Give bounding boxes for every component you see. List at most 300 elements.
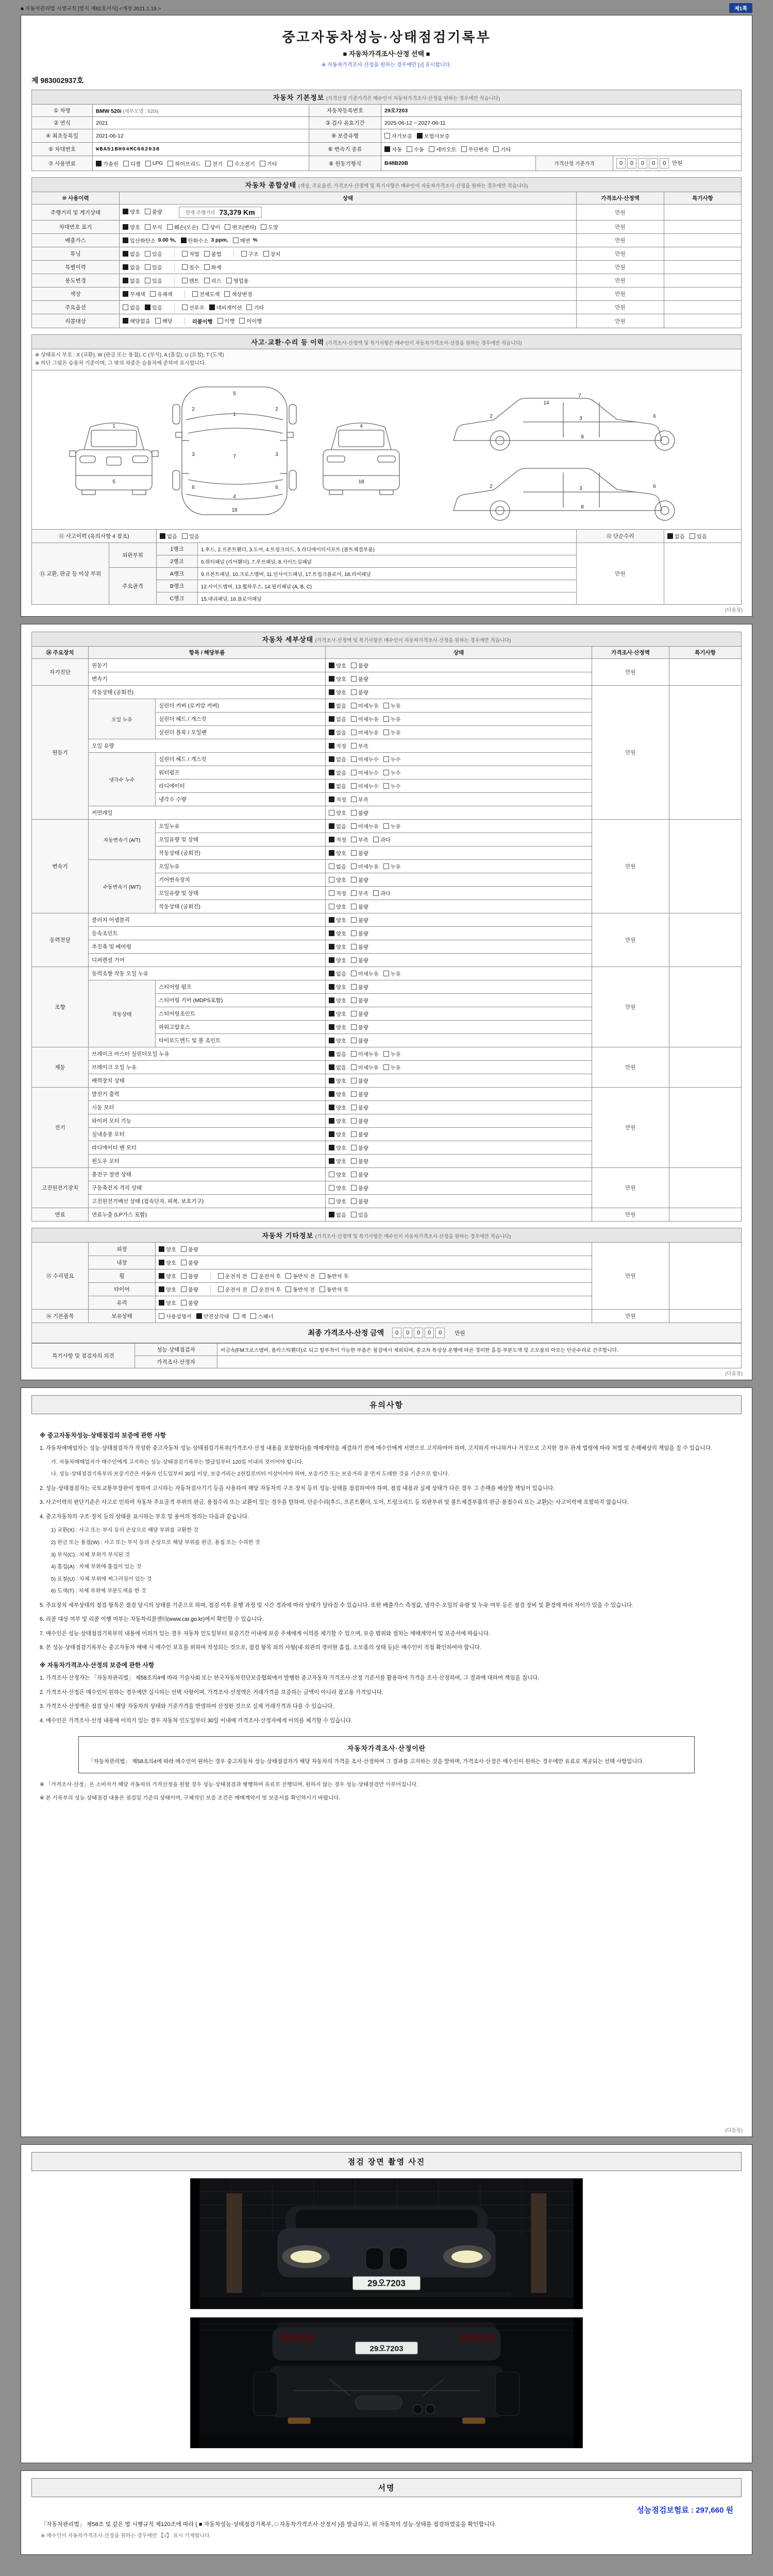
row-label: 휠 xyxy=(89,1269,156,1283)
item-label: 구동축전지 격리 상태 xyxy=(89,1181,326,1195)
option-label: 미세누유 xyxy=(358,865,379,870)
option-label: 탄화수소 xyxy=(188,239,209,244)
checkbox-option xyxy=(329,862,346,870)
checkbox-option xyxy=(239,317,262,325)
option-label: 도말 xyxy=(268,225,278,231)
price-definition-title: 자동차가격조사·산정이란 xyxy=(347,1744,426,1753)
option-label: 불량 xyxy=(358,905,368,910)
item-label: 커먼레일 xyxy=(89,806,326,820)
checkbox-option xyxy=(227,160,255,167)
checkbox-option xyxy=(329,1090,346,1098)
checkbox-unchecked-icon xyxy=(351,1131,357,1137)
section-note: (가격조사·산정액 및 특기사항은 매수인이 자동차가격조사·산정을 원하는 경우에만 적습니다) xyxy=(326,341,522,346)
table-row xyxy=(32,301,742,314)
checkbox-option xyxy=(261,223,278,231)
top-view-labels xyxy=(192,391,278,513)
option-label: 네비게이션 xyxy=(216,306,242,311)
document-title: 중고자동차성능·상태점검기록부 xyxy=(282,29,491,45)
checkbox-unchecked-icon xyxy=(123,304,128,310)
svg-text:14: 14 xyxy=(543,400,549,406)
table-row xyxy=(32,117,742,129)
digit-box: 0 xyxy=(414,1328,423,1338)
checkbox-unchecked-icon xyxy=(351,863,357,869)
checkbox-checked-icon xyxy=(329,1145,334,1150)
checkbox-option xyxy=(351,1090,368,1098)
option-label: 양호 xyxy=(336,985,346,991)
checkbox-unchecked-icon xyxy=(373,837,379,842)
checkbox-option xyxy=(123,160,141,167)
price-cell: 만원 xyxy=(576,205,664,221)
checkbox-unchecked-icon xyxy=(145,251,150,257)
checkbox-option xyxy=(351,903,368,910)
checkbox-option xyxy=(329,956,346,964)
option-label: 기타 xyxy=(266,161,277,167)
opinions-table xyxy=(31,1343,742,1368)
option-label: 적정 xyxy=(336,744,346,750)
field-value xyxy=(93,105,309,117)
table-row xyxy=(32,1356,742,1368)
state-options xyxy=(120,234,577,247)
checkbox-unchecked-icon xyxy=(351,1038,357,1043)
option-label: 부족 xyxy=(358,838,368,843)
checkbox-unchecked-icon xyxy=(182,251,188,257)
option-label: 양호 xyxy=(166,1261,176,1266)
checkbox-checked-icon xyxy=(329,663,334,668)
checkbox-option xyxy=(351,1050,379,1058)
option-label: 이행 xyxy=(224,319,235,325)
checkbox-option xyxy=(150,290,173,298)
remark-cell xyxy=(669,967,741,1047)
checkbox-option xyxy=(351,1010,368,1018)
legend-line-1: ※ 상태표시 부호 : X (교환), W (판금 또는 용접), C (부식), A (흠집), U (요철), T (도색) xyxy=(35,352,224,358)
checkbox-unchecked-icon xyxy=(145,264,150,270)
option-label: 양호 xyxy=(336,811,346,817)
option-label: 양호 xyxy=(336,1199,346,1205)
option-label: 미세누유 xyxy=(358,704,379,709)
checkbox-option xyxy=(181,1285,198,1293)
section-title-text: 자동차 세부상태 xyxy=(262,636,314,643)
fuel-options xyxy=(93,156,309,171)
checkbox-option xyxy=(167,160,200,167)
checkbox-option xyxy=(493,145,511,153)
item-label: 실린더 헤드 / 개스킷 xyxy=(156,753,326,766)
checkbox-checked-icon xyxy=(123,238,128,243)
notice-paragraph: 4. 매수인은 가격조사·산정 내용에 이의가 있는 경우 자동차 인도일부터 30일 이내에 가격조사·산정자에게 이의를 제기할 수 있습니다. xyxy=(40,1717,352,1724)
checkbox-option xyxy=(384,145,402,153)
table-row xyxy=(32,143,742,156)
option-label: 불량 xyxy=(358,1173,368,1178)
option-label: 누유 xyxy=(390,824,401,830)
checkbox-option xyxy=(181,1245,198,1253)
checkbox-option xyxy=(329,702,346,709)
digit-box: 0 xyxy=(638,158,647,168)
state-options xyxy=(326,927,592,940)
checkbox-option xyxy=(210,1285,247,1293)
remark-cell xyxy=(664,274,741,287)
svg-text:2: 2 xyxy=(490,484,493,489)
checkbox-option xyxy=(351,943,368,951)
checkbox-unchecked-icon xyxy=(227,161,233,166)
state-options xyxy=(120,314,577,328)
state-options xyxy=(326,954,592,967)
row-label: 내장 xyxy=(89,1256,156,1269)
option-label: 양호 xyxy=(336,1106,346,1111)
svg-text:7: 7 xyxy=(578,393,581,399)
option-label: 리스 xyxy=(211,279,222,284)
remark-cell xyxy=(669,1047,741,1088)
checkbox-unchecked-icon xyxy=(351,1091,357,1097)
checkbox-checked-icon xyxy=(123,251,128,257)
option-label: 불량 xyxy=(358,918,368,924)
svg-text:4: 4 xyxy=(233,494,236,500)
signature-body xyxy=(31,2504,742,2540)
checkbox-checked-icon xyxy=(329,957,334,963)
vin-value: WBA51BH04MCG62038 xyxy=(93,143,309,156)
legend-line-2: ※ 하단 그림은 승용차 기준이며, 그 밖의 차종은 승용차에 준하여 표시합니다. xyxy=(35,361,206,366)
device-label: 제동 xyxy=(32,1047,89,1088)
option-label: 적법 xyxy=(189,252,199,258)
row-label: 차대번호 표기 xyxy=(32,221,120,234)
checkbox-unchecked-icon xyxy=(203,224,208,230)
notice-paragraph: 2. 가격조사·산정은 매수인이 원하는 경우에만 실시하는 선택 사항이며, 가격조사·산정액은 거래가격을 보증하는 금액이 아니라 참고용 가격입니다. xyxy=(40,1689,383,1696)
detail-row xyxy=(32,1088,742,1101)
checkbox-option xyxy=(351,929,368,937)
state-options xyxy=(120,301,577,314)
price-cell: 만원 xyxy=(576,274,664,287)
item-label: 실내송풍 모터 xyxy=(89,1128,326,1141)
svg-text:6: 6 xyxy=(653,484,656,489)
option-label: 양호 xyxy=(166,1301,176,1307)
field-label: ④ 최초등록일 xyxy=(32,129,93,143)
checkbox-option xyxy=(260,160,277,167)
next-page-note: (다음장) xyxy=(725,607,743,613)
checkbox-checked-icon xyxy=(329,1105,334,1110)
detail-row xyxy=(32,659,742,672)
model-year: 2021 xyxy=(93,117,309,129)
checkbox-unchecked-icon xyxy=(690,533,695,539)
price-cell: 만원 xyxy=(576,261,664,274)
remark-cell xyxy=(669,1208,741,1222)
checkbox-option xyxy=(383,1063,401,1071)
checkbox-option xyxy=(329,929,346,937)
form-reference: ■ 자동차관리법 시행규칙 [별지 제82호서식] <개정 2021.1.19.> xyxy=(21,6,161,12)
panel-main xyxy=(21,15,752,617)
checkbox-unchecked-icon xyxy=(285,1286,291,1292)
checkbox-unchecked-icon xyxy=(429,146,434,152)
rank-label: C랭크 xyxy=(157,592,198,605)
option-label: 누유 xyxy=(390,1052,401,1058)
checkbox-checked-icon xyxy=(329,1131,334,1137)
option-label: 없음 xyxy=(336,865,346,870)
checkbox-option xyxy=(351,836,368,843)
checkbox-option xyxy=(174,263,199,271)
checkbox-option xyxy=(461,145,489,153)
checkbox-unchecked-icon xyxy=(351,1212,357,1217)
checkbox-unchecked-icon xyxy=(351,743,357,749)
row-label: 외장 xyxy=(89,1243,156,1256)
option-label: 양호 xyxy=(166,1247,176,1253)
svg-text:5: 5 xyxy=(112,479,115,485)
appraiser-opinion xyxy=(217,1356,742,1368)
digit-box: 0 xyxy=(616,158,626,168)
notice-paragraph: 1. 자동차매매업자는 성능·상태점검자가 작성한 중고자동차 성능·상태점검기록부(가격조사·산정 내용을 포함한다)를 매매계약을 체결하기 전에 매수인에게 서면으로 고지하여야 하며, 고지하지 아니하거나 거짓으로 고지한 경우 관계 법령에 따라 처벌 및 손해배상의 책임을 질 수 있습니다. xyxy=(40,1445,712,1451)
checkbox-unchecked-icon xyxy=(383,770,389,775)
price-cell: 만원 xyxy=(592,1047,669,1088)
row-label: 보유상태 xyxy=(89,1310,156,1323)
checkbox-unchecked-icon xyxy=(351,689,357,695)
notice-paragraph: 6) 도색(T) : 차체 부위에 부분도색을 한 것 xyxy=(51,1588,146,1595)
measured-value: 0.00 %, xyxy=(158,238,176,243)
svg-text:4: 4 xyxy=(360,423,363,429)
option-label: 있음 xyxy=(152,252,162,258)
checkbox-option xyxy=(351,1077,368,1084)
checkbox-option xyxy=(383,970,401,977)
option-label: 미세누유 xyxy=(358,717,379,723)
price-cell: 만원 xyxy=(592,820,669,913)
option-label: 해당 xyxy=(162,319,173,325)
measured-value: 3 ppm, xyxy=(211,238,228,243)
price-cell: 만원 xyxy=(576,221,664,234)
state-options xyxy=(326,1128,592,1141)
option-label: 훼손(오손) xyxy=(174,225,198,231)
row-label: 주행거리 및 계기상태 xyxy=(32,205,120,221)
checkbox-option xyxy=(351,662,368,669)
option-label: 있음 xyxy=(358,1213,368,1218)
option-label: 과다 xyxy=(380,838,391,843)
option-label: 불량 xyxy=(358,1106,368,1111)
option-label: 양호 xyxy=(336,878,346,884)
document-number: 제 983002937호 xyxy=(31,76,84,84)
checkbox-option xyxy=(351,970,379,977)
detail-status-table xyxy=(31,632,742,1222)
svg-text:8: 8 xyxy=(581,504,584,510)
option-label: 양호 xyxy=(336,677,346,683)
state-options xyxy=(123,210,167,216)
option-label: 불량 xyxy=(188,1287,198,1293)
checkbox-unchecked-icon xyxy=(329,1198,334,1204)
option-label: 양호 xyxy=(336,958,346,964)
checkbox-unchecked-icon xyxy=(123,161,129,166)
checkbox-option xyxy=(429,145,457,153)
state-options xyxy=(326,793,592,806)
parts-label: ⑬ 교환, 판금 등 이상 부위 xyxy=(32,543,109,605)
checkbox-option xyxy=(329,1211,346,1218)
field-label: ⑨ 보증유형 xyxy=(309,129,381,143)
checkbox-checked-icon xyxy=(159,1246,164,1252)
checkbox-option xyxy=(329,916,346,924)
checkbox-checked-icon xyxy=(667,533,673,539)
state-options xyxy=(326,940,592,954)
checkbox-unchecked-icon xyxy=(182,533,188,539)
option-label: 불량 xyxy=(358,1146,368,1151)
checkbox-option xyxy=(285,1272,315,1280)
premium-label: 성능점검보험료 : xyxy=(636,2506,694,2515)
row-label: 배출가스 xyxy=(32,234,120,247)
inspection-photo-front xyxy=(190,2178,583,2309)
state-options xyxy=(326,1114,592,1128)
checkbox-option xyxy=(145,263,162,271)
checkbox-checked-icon xyxy=(329,984,334,990)
checkbox-option xyxy=(320,1285,349,1293)
table-row xyxy=(32,156,742,171)
digit-box: 0 xyxy=(392,1328,401,1338)
option-label: 영업용 xyxy=(233,279,249,284)
option-label: 양호 xyxy=(336,998,346,1004)
option-label: 불량 xyxy=(188,1247,198,1253)
document-subtitle-note: ※ 자동차가격조사·산정을 원하는 경우에만 [√] 표시합니다. xyxy=(322,62,451,68)
checkbox-option xyxy=(351,728,379,736)
remark-cell xyxy=(669,1243,742,1310)
checkbox-unchecked-icon xyxy=(351,676,357,682)
item-label: 실린더 헤드 / 개스킷 xyxy=(156,713,326,726)
checkbox-option xyxy=(159,1299,176,1307)
checkbox-option xyxy=(329,983,346,991)
option-label: 없음 xyxy=(130,265,140,271)
checkbox-unchecked-icon xyxy=(239,318,245,324)
side-view-labels-1 xyxy=(490,393,656,440)
checkbox-unchecked-icon xyxy=(155,318,161,324)
option-label: 없음 xyxy=(336,717,346,723)
checkbox-unchecked-icon xyxy=(182,278,188,283)
checkbox-unchecked-icon xyxy=(383,756,389,762)
state-options xyxy=(326,1088,592,1101)
checkbox-checked-icon xyxy=(329,756,334,762)
price-cell: 만원 xyxy=(592,913,669,967)
option-label: 불량 xyxy=(358,1039,368,1044)
svg-text:1: 1 xyxy=(233,412,236,417)
checkbox-checked-icon xyxy=(123,264,128,270)
option-label: 색상변경 xyxy=(231,292,253,298)
checkbox-unchecked-icon xyxy=(461,146,467,152)
option-label: 양호 xyxy=(336,1039,346,1044)
column-header: ⑩ 사용이력 xyxy=(32,192,120,205)
checkbox-checked-icon xyxy=(329,783,334,789)
rank-label: B랭크 xyxy=(157,580,198,592)
section-title-row xyxy=(32,632,742,647)
notice-paragraph: 7. 매수인은 성능·상태점검기록부의 내용에 이의가 있는 경우 자동차 인도일부터 보증기간 이내에 보증 주체에게 이의를 제기할 수 있으며, 보증 범위와 절차는 매매계약서 및 보증서에 따릅니다. xyxy=(40,1630,490,1637)
checkbox-option xyxy=(351,876,368,884)
state-options xyxy=(326,659,592,672)
sub-group-label: 냉각수 누수 xyxy=(89,753,156,806)
vehicle-damage-diagram xyxy=(35,372,738,527)
checkbox-unchecked-icon xyxy=(351,1064,357,1070)
state-options xyxy=(326,1007,592,1021)
option-label: 하이브리드 xyxy=(175,161,201,167)
notice-paragraph: 8. 본 성능·상태점검기록부는 중고자동차 매매 시 매수인 보호를 위하여 작성되는 것으로, 점검 항목 외의 사항(내·외관의 경미한 흠집, 소모품의 상태 등)은 매수인이 직접 확인하여야 합니다. xyxy=(40,1645,481,1651)
checkbox-unchecked-icon xyxy=(351,663,357,668)
checkbox-option xyxy=(351,1171,368,1178)
item-label: 오일누유 xyxy=(156,820,326,833)
item-label: 냉각수 수량 xyxy=(156,793,326,806)
table-row xyxy=(32,1310,742,1323)
mileage-label: 현재 주행거리 xyxy=(185,210,215,216)
checkbox-unchecked-icon xyxy=(159,1313,164,1319)
option-label: 양호 xyxy=(336,1173,346,1178)
option-sublabel xyxy=(184,317,213,325)
checkbox-unchecked-icon xyxy=(329,904,334,909)
state-options xyxy=(326,753,592,766)
checkbox-unchecked-icon xyxy=(383,823,389,829)
option-label: 해당없음 xyxy=(130,319,150,325)
final-price-digits xyxy=(392,1328,446,1338)
inspection-valid-period: 2025-06-12 ~ 2027-06-11 xyxy=(381,117,742,129)
checkbox-option xyxy=(417,132,450,140)
option-label: 불량 xyxy=(358,985,368,991)
notice-paragraph: 4) 흠집(A) : 차체 부위에 흠집이 있는 것 xyxy=(51,1564,142,1570)
item-label: 워터펌프 xyxy=(156,766,326,779)
checkbox-option xyxy=(159,1259,176,1266)
checkbox-option xyxy=(329,996,346,1004)
checkbox-unchecked-icon xyxy=(329,1172,334,1177)
checkbox-checked-icon xyxy=(145,304,150,310)
checkbox-unchecked-icon xyxy=(351,944,357,950)
option-label: 동반석 후 xyxy=(326,1287,349,1293)
option-label: 불량 xyxy=(358,1199,368,1205)
item-label: 발전기 출력 xyxy=(89,1088,326,1101)
notice-body xyxy=(31,1421,742,1809)
price-cell: 만원 xyxy=(576,287,664,301)
option-label: 불량 xyxy=(358,664,368,669)
checkbox-option xyxy=(383,782,401,790)
price-cell: 만원 xyxy=(592,1243,669,1310)
state-options xyxy=(326,1061,592,1074)
table-row xyxy=(32,287,742,301)
checkbox-checked-icon xyxy=(329,837,334,842)
state-options xyxy=(326,980,592,994)
checkbox-unchecked-icon xyxy=(351,837,357,842)
measured-value: % xyxy=(253,238,258,243)
checkbox-option xyxy=(383,862,401,870)
warranty-type-options xyxy=(381,129,742,143)
notice-paragraph: 5. 주요장치 세부상태의 점검 항목은 점검 당시의 상태를 기준으로 하며, 점검 이후 운행 과정 및 시간 경과에 따라 상태가 달라질 수 있습니다. 또한 배출가스 측정값, 냉각수·오일의 유량 및 누유 여부 등은 점검 장비 및 환경에 따라 차이가 있을 수 있습니다. xyxy=(40,1602,634,1608)
state-options xyxy=(326,1074,592,1088)
state-options xyxy=(326,766,592,779)
checkbox-checked-icon xyxy=(196,1313,202,1319)
checkbox-option xyxy=(123,303,140,311)
checkbox-unchecked-icon xyxy=(351,1024,357,1030)
checkbox-checked-icon xyxy=(329,689,334,695)
state-options xyxy=(326,1168,592,1181)
checkbox-option xyxy=(329,728,346,736)
checkbox-option xyxy=(181,1259,198,1266)
row-label: 타이어 xyxy=(89,1283,156,1296)
checkbox-unchecked-icon xyxy=(182,304,188,310)
state-options xyxy=(326,1034,592,1047)
checkbox-unchecked-icon xyxy=(329,863,334,869)
remark-cell xyxy=(669,659,741,686)
state-options xyxy=(120,221,577,234)
option-label: 양호 xyxy=(336,1119,346,1125)
option-label: 화재 xyxy=(211,265,222,271)
option-label: 없음 xyxy=(336,972,346,977)
section-title-etc xyxy=(32,1228,742,1243)
checkbox-checked-icon xyxy=(329,1118,334,1124)
checkbox-option xyxy=(329,943,346,951)
checkbox-unchecked-icon xyxy=(383,730,389,735)
checkbox-unchecked-icon xyxy=(204,251,210,257)
option-label: 없음 xyxy=(336,771,346,776)
checkbox-option xyxy=(217,317,235,325)
state-options xyxy=(156,1256,592,1269)
checkbox-unchecked-icon xyxy=(351,1185,357,1191)
checkbox-unchecked-icon xyxy=(351,971,357,976)
photo-stack xyxy=(31,2178,742,2451)
digit-box: 0 xyxy=(435,1328,445,1338)
remark-cell xyxy=(664,261,741,274)
checkbox-unchecked-icon xyxy=(285,1273,291,1279)
option-label: 양호 xyxy=(336,1079,346,1084)
state-options xyxy=(326,1141,592,1155)
